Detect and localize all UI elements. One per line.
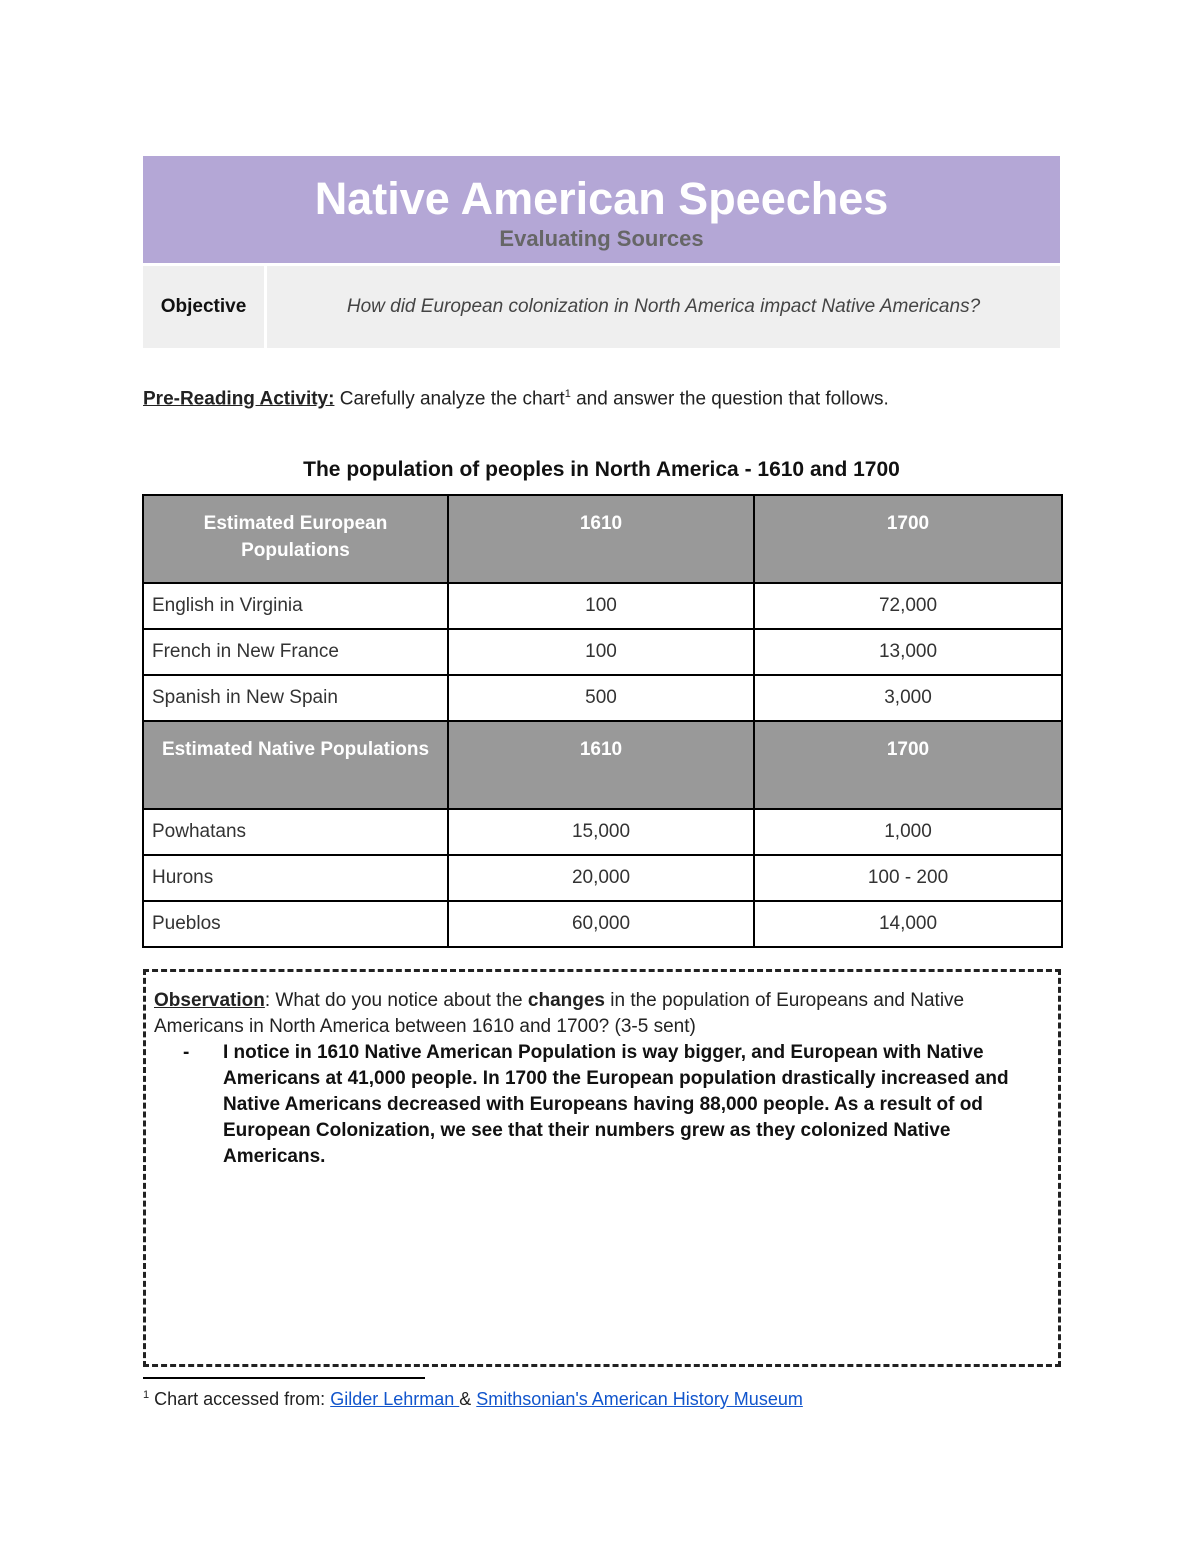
table-row xyxy=(143,809,1062,855)
objective-label: Objective xyxy=(143,266,267,348)
pre-reading-text: Carefully analyze the chart xyxy=(334,388,565,410)
population-cell: 1,000 xyxy=(754,809,1062,855)
observation-prompt xyxy=(154,988,1049,1040)
footnote-separator: & xyxy=(459,1389,477,1409)
header-block xyxy=(143,156,1060,348)
pre-reading-text-after: and answer the question that follows. xyxy=(570,388,889,410)
header-cell: 1610 xyxy=(448,721,754,809)
population-cell: 72,000 xyxy=(754,583,1062,629)
footnote-marker: 1 xyxy=(143,1389,150,1401)
observation-bold-word: changes xyxy=(527,990,605,1011)
population-cell: 13,000 xyxy=(754,629,1062,675)
footnote xyxy=(143,1389,803,1410)
observation-text-after: in the population of Europeans and Native Americans in North America between 1610 and 1700? (3-5 sent) xyxy=(154,990,965,1037)
group-name-cell: Pueblos xyxy=(143,901,448,947)
page-title: Native American Speeches xyxy=(314,173,889,224)
population-cell: 100 xyxy=(448,629,754,675)
observation-answer[interactable] xyxy=(183,1040,1053,1170)
population-cell: 15,000 xyxy=(448,809,754,855)
header-cell: 1700 xyxy=(754,495,1062,583)
group-name-cell: French in New France xyxy=(143,629,448,675)
population-cell: 100 - 200 xyxy=(754,855,1062,901)
header-cell: 1610 xyxy=(448,495,754,583)
answer-text: I notice in 1610 Native American Population is way bigger, and European with Native Americans at 41,000 people. In 1700 the European population drastically increased and Native Americans decreased with Europeans having 88,000 people. As a result of od European Colonization, we see that their numbers grew as they colonized Native Americans. xyxy=(223,1042,1009,1167)
population-cell: 3,000 xyxy=(754,675,1062,721)
header-cell: Estimated Native Populations xyxy=(143,721,448,809)
table-row xyxy=(143,675,1062,721)
observation-box xyxy=(143,969,1061,1367)
title-banner xyxy=(143,156,1060,263)
smithsonian-link[interactable]: Smithsonian's American History Museum xyxy=(476,1389,803,1409)
table-row xyxy=(143,855,1062,901)
list-bullet: - xyxy=(183,1042,190,1063)
objective-question: How did European colonization in North America impact Native Americans? xyxy=(346,296,981,317)
population-table xyxy=(142,494,1063,948)
header-cell: 1700 xyxy=(754,721,1062,809)
table-header-row xyxy=(143,721,1062,809)
group-name-cell: Spanish in New Spain xyxy=(143,675,448,721)
table-row xyxy=(143,583,1062,629)
pre-reading-label: Pre-Reading Activity: xyxy=(143,388,335,410)
observation-label: Observation xyxy=(154,990,265,1011)
observation-text: : What do you notice about the xyxy=(264,990,528,1011)
population-cell: 500 xyxy=(448,675,754,721)
population-cell: 20,000 xyxy=(448,855,754,901)
table-header-row xyxy=(143,495,1062,583)
page-subtitle: Evaluating Sources xyxy=(499,226,704,251)
group-name-cell: Powhatans xyxy=(143,809,448,855)
group-name-cell: Hurons xyxy=(143,855,448,901)
population-cell: 14,000 xyxy=(754,901,1062,947)
footnote-rule xyxy=(143,1377,425,1379)
table-title: The population of peoples in North America - 1610 and 1700 xyxy=(303,458,900,481)
footnote-ref: 1 xyxy=(564,388,571,400)
header-cell: Estimated European Populations xyxy=(143,495,448,583)
pre-reading-instructions xyxy=(143,388,889,410)
population-cell: 100 xyxy=(448,583,754,629)
footnote-text: Chart accessed from: xyxy=(149,1389,331,1409)
table-row xyxy=(143,629,1062,675)
population-cell: 60,000 xyxy=(448,901,754,947)
gilder-lehrman-link[interactable]: Gilder Lehrman xyxy=(330,1389,460,1409)
table-row xyxy=(143,901,1062,947)
group-name-cell: English in Virginia xyxy=(143,583,448,629)
